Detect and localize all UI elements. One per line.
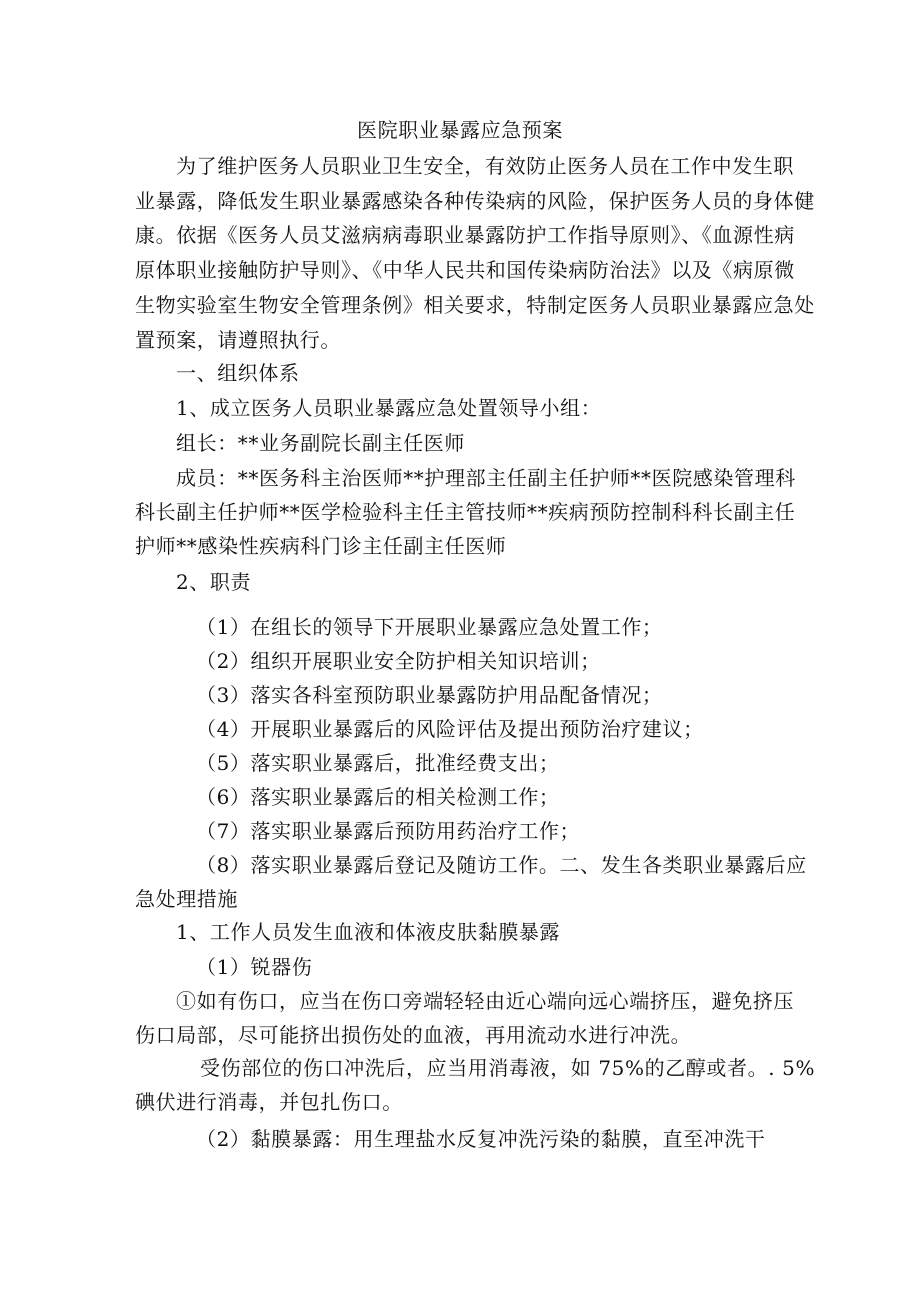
duty-item: （7）落实职业暴露后预防用药治疗工作； xyxy=(196,819,581,843)
members-line: 科长副主任护师**医学检验科主任主管技师**疾病预防控制科科长副主任 xyxy=(135,500,796,524)
step-line: ①如有伤口，应当在伤口旁端轻轻由近心端向远心端挤压，避免挤压 xyxy=(176,989,794,1013)
duty-item: （8）落实职业暴露后登记及随访工作。二、发生各类职业暴露后应 xyxy=(196,853,807,877)
section-heading: 一、组织体系 xyxy=(176,361,300,385)
subsection-heading: 1、工作人员发生血液和体液皮肤黏膜暴露 xyxy=(176,920,561,944)
intro-line: 生物实验室生物安全管理条例》相关要求，特制定医务人员职业暴露应急处 xyxy=(135,293,815,317)
step-line: （2）黏膜暴露：用生理盐水反复冲洗污染的黏膜，直至冲洗干 xyxy=(196,1127,766,1151)
leader-line: 组长：**业务副院长副主任医师 xyxy=(176,431,465,455)
duty-item: 急处理措施 xyxy=(135,887,238,911)
duty-item: （1）在组长的领导下开展职业暴露应急处置工作； xyxy=(196,615,663,639)
intro-line: 康。依据《医务人员艾滋病病毒职业暴露防护工作指导原则》、《血源性病 xyxy=(135,223,795,247)
members-line: 护师**感染性疾病科门诊主任副主任医师 xyxy=(135,534,507,558)
duty-item: （3）落实各科室预防职业暴露防护用品配备情况； xyxy=(196,683,663,707)
subsection-heading: 1、成立医务人员职业暴露应急处置领导小组： xyxy=(176,396,602,420)
subsection-heading: （1）锐器伤 xyxy=(196,955,313,979)
step-line: 受伤部位的伤口冲洗后，应当用消毒液，如 75%的乙醇或者。. 5% xyxy=(200,1056,816,1080)
intro-line: 置预案，请遵照执行。 xyxy=(135,328,341,352)
duty-item: （4）开展职业暴露后的风险评估及提出预防治疗建议； xyxy=(196,717,704,741)
intro-line: 为了维护医务人员职业卫生安全，有效防止医务人员在工作中发生职 xyxy=(176,154,794,178)
step-line: 碘伏进行消毒，并包扎伤口。 xyxy=(135,1090,403,1114)
step-line: 伤口局部，尽可能挤出损伤处的血液，再用流动水进行冲洗。 xyxy=(135,1023,692,1047)
members-line: 成员：**医务科主治医师**护理部主任副主任护师**医院感染管理科 xyxy=(176,466,796,490)
intro-line: 原体职业接触防护导则》、《中华人民共和国传染病防治法》以及《病原微 xyxy=(135,258,795,282)
document-title: 医院职业暴露应急预案 xyxy=(357,118,563,142)
subsection-heading: 2、职责 xyxy=(176,570,252,594)
duty-item: （6）落实职业暴露后的相关检测工作； xyxy=(196,785,560,809)
duty-item: （2）组织开展职业安全防护相关知识培训； xyxy=(196,649,601,673)
intro-line: 业暴露，降低发生职业暴露感染各种传染病的风险，保护医务人员的身体健 xyxy=(135,189,815,213)
duty-item: （5）落实职业暴露后，批准经费支出； xyxy=(196,751,560,775)
